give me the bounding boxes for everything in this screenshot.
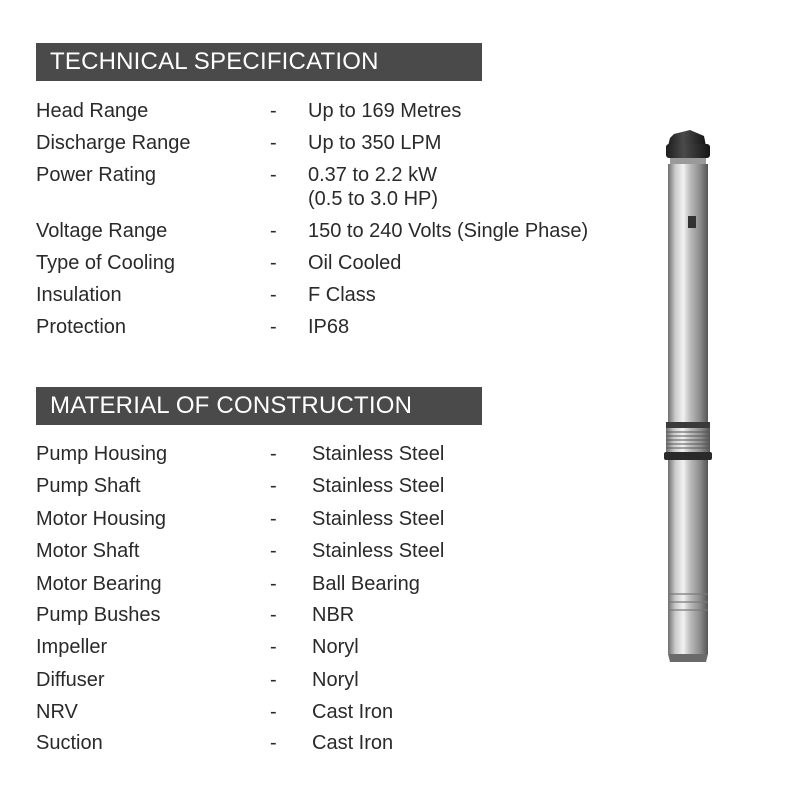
material-value: Stainless Steel — [312, 508, 445, 530]
spec-label: Discharge Range — [36, 132, 191, 154]
separator-dash: - — [270, 604, 277, 626]
separator-dash: - — [270, 508, 277, 530]
spec-value: 150 to 240 Volts (Single Phase) — [308, 220, 589, 242]
spec-label: Insulation — [36, 284, 122, 306]
material-of-construction-header: MATERIAL OF CONSTRUCTION — [36, 387, 482, 425]
separator-dash: - — [270, 573, 277, 595]
spec-label: Head Range — [36, 100, 149, 122]
material-value: NBR — [312, 604, 355, 626]
material-label: Pump Shaft — [36, 475, 141, 497]
separator-dash: - — [270, 164, 277, 186]
material-label: Impeller — [36, 636, 108, 658]
material-label: Motor Bearing — [36, 573, 162, 595]
material-value: Cast Iron — [312, 701, 394, 723]
separator-dash: - — [270, 636, 277, 658]
separator-dash: - — [270, 252, 277, 274]
material-label: Suction — [36, 732, 103, 754]
material-value: Stainless Steel — [312, 540, 445, 562]
submersible-pump-icon — [650, 128, 720, 668]
spec-value — [308, 163, 438, 211]
material-value: Cast Iron — [312, 732, 394, 754]
material-label: Diffuser — [36, 669, 105, 691]
spec-value: IP68 — [308, 316, 350, 338]
material-value: Stainless Steel — [312, 443, 445, 465]
spec-value: F Class — [308, 284, 376, 306]
separator-dash: - — [270, 100, 277, 122]
separator-dash: - — [270, 669, 277, 691]
spec-value: Oil Cooled — [308, 252, 402, 274]
material-label: NRV — [36, 701, 78, 723]
material-value: Noryl — [312, 669, 359, 691]
separator-dash: - — [270, 316, 277, 338]
spec-value: Up to 350 LPM — [308, 132, 442, 154]
material-value: Noryl — [312, 636, 359, 658]
material-value: Stainless Steel — [312, 475, 445, 497]
separator-dash: - — [270, 220, 277, 242]
spec-label: Voltage Range — [36, 220, 168, 242]
material-label: Pump Housing — [36, 443, 168, 465]
spec-label: Protection — [36, 316, 127, 338]
material-label: Motor Shaft — [36, 540, 140, 562]
separator-dash: - — [270, 284, 277, 306]
technical-specification-header: TECHNICAL SPECIFICATION — [36, 43, 482, 81]
spec-label: Power Rating — [36, 164, 157, 186]
separator-dash: - — [270, 732, 277, 754]
material-label: Pump Bushes — [36, 604, 161, 626]
material-label: Motor Housing — [36, 508, 167, 530]
separator-dash: - — [270, 475, 277, 497]
separator-dash: - — [270, 443, 277, 465]
spec-value-line1: 0.37 to 2.2 kW — [308, 164, 437, 186]
separator-dash: - — [270, 540, 277, 562]
separator-dash: - — [270, 132, 277, 154]
spec-value: Up to 169 Metres — [308, 100, 462, 122]
spec-label: Type of Cooling — [36, 252, 175, 274]
spec-value-line2: (0.5 to 3.0 HP) — [308, 188, 439, 210]
material-value: Ball Bearing — [312, 573, 420, 595]
separator-dash: - — [270, 701, 277, 723]
